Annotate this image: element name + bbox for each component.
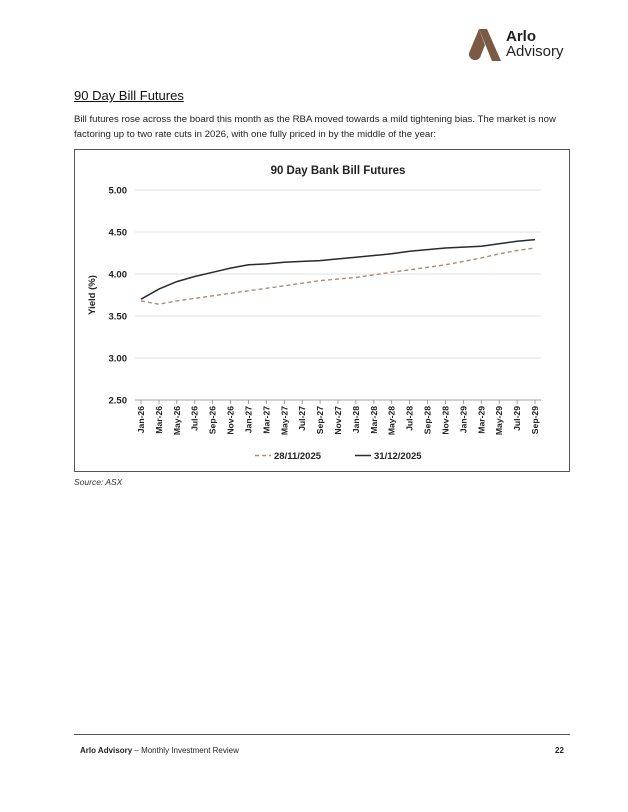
series-line: [141, 240, 535, 300]
intro-paragraph: Bill futures rose across the board this month as the RBA moved towards a mild tightening bias. The market is now factoring up to two rate cuts in 2026, with one fully priced in by the middle of the year:: [74, 114, 556, 140]
x-tick-label: May-26: [171, 406, 182, 436]
legend-label: 31/12/2025: [374, 451, 422, 462]
logo-mark-icon: [465, 27, 503, 63]
section-title: 90 Day Bill Futures: [74, 88, 184, 103]
x-tick-label: Sep-29: [530, 406, 540, 435]
y-tick-label: 5.00: [108, 185, 127, 197]
x-tick-label: Sep-28: [422, 406, 433, 435]
y-tick-label: 4.00: [108, 269, 127, 281]
x-tick-label: Jul-28: [404, 406, 415, 431]
x-tick-label: May-27: [279, 406, 290, 436]
logo-line-1: Arlo: [506, 28, 536, 45]
footer-label: [80, 746, 239, 755]
series-line: [141, 248, 535, 304]
x-tick-label: Jul-27: [297, 406, 308, 431]
footer-brand: Arlo Advisory: [80, 746, 133, 755]
x-tick-label: Mar-27: [261, 406, 272, 434]
y-axis-label: Yield (%): [87, 275, 98, 315]
chart-title: 90 Day Bank Bill Futures: [270, 165, 406, 177]
legend-label: 28/11/2025: [274, 451, 322, 462]
x-tick-label: May-28: [386, 406, 397, 436]
x-tick-label: Jul-29: [512, 406, 523, 431]
line-chart: [75, 150, 569, 471]
chart-frame: [74, 149, 570, 472]
x-tick-label: Nov-28: [440, 406, 451, 435]
y-tick-label: 3.50: [108, 311, 127, 323]
y-tick-label: 3.00: [108, 353, 127, 365]
footer-divider: [74, 734, 570, 735]
logo-wordmark: [506, 29, 564, 59]
source-note: Source: ASX: [74, 477, 123, 487]
logo-line-2: Advisory: [506, 43, 564, 60]
x-tick-label: Sep-26: [207, 406, 218, 435]
x-tick-label: Jan-28: [350, 406, 361, 434]
x-tick-label: Jul-26: [189, 406, 200, 431]
x-tick-label: Mar-26: [153, 406, 164, 434]
brand-logo: [465, 27, 575, 65]
x-tick-label: Nov-26: [225, 406, 236, 435]
x-tick-label: Mar-28: [368, 406, 379, 434]
x-tick-label: Jan-26: [136, 406, 146, 434]
x-tick-label: Nov-27: [333, 406, 343, 435]
page-number: 22: [555, 746, 564, 755]
x-tick-label: May-29: [494, 406, 505, 436]
footer-subtitle: – Monthly Investment Review: [132, 746, 239, 755]
x-tick-label: Jan-29: [458, 406, 469, 434]
x-tick-label: Mar-29: [476, 406, 487, 434]
y-tick-label: 4.50: [108, 227, 127, 239]
x-tick-label: Sep-27: [315, 406, 326, 435]
y-tick-label: 2.50: [108, 395, 127, 407]
x-tick-label: Jan-27: [243, 406, 254, 434]
